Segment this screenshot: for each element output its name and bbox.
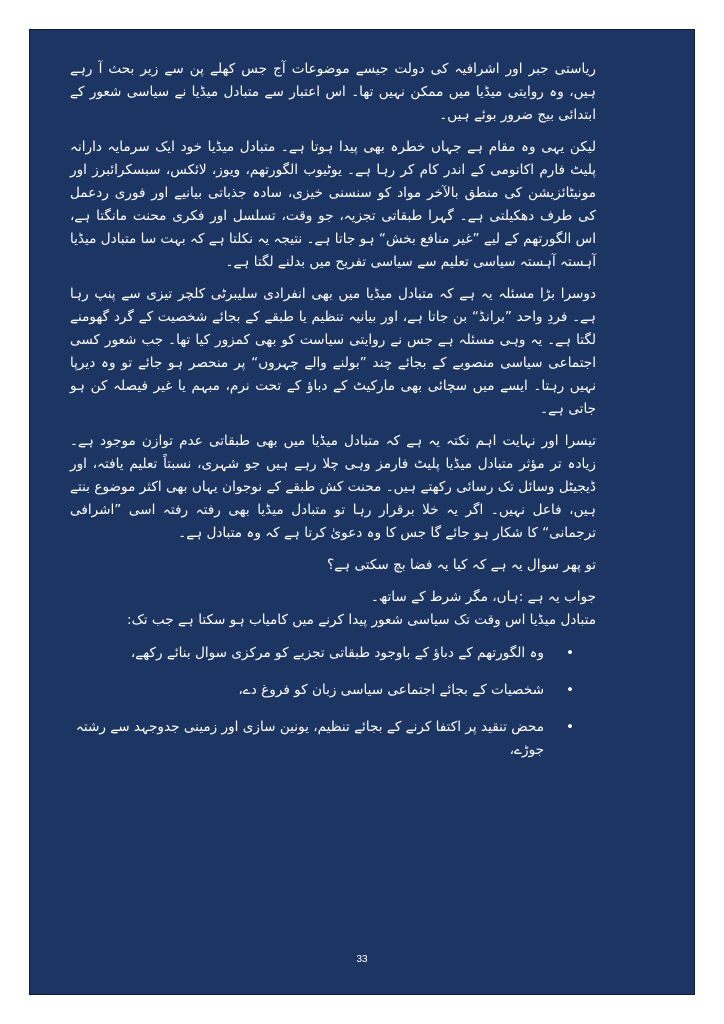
list-item-text: شخصیات کے بجائے اجتماعی سیاسی زبان کو فروغ دے،	[238, 682, 544, 698]
paragraph-2: لیکن یہی وہ مقام ہے جہاں خطرہ بھی پیدا ہوتا ہے۔ متبادل میڈیا خود ایک سرمایہ دارانہ پلیٹ فارم اکانومی کے اندر کام کر رہا ہے۔ یوٹیوب الگورتھم، ویوز، لائکس، سبسکرائبرز اور مونیٹائزیشن کی منطق بالآخر مواد کو سنسنی خیزی، سادہ جذباتی بیانیے اور فوری ردعمل کی طرف دھکیلتی ہے۔ گہرا طبقاتی تجزیہ، جو وقت، تسلسل اور فکری محنت مانگتا ہے، اس الگورتھم کے لیے ”غیر منافع بخش“ ہو جاتا ہے۔ نتیجہ یہ نکلتا ہے کہ بہت سا متبادل میڈیا آہستہ آہستہ سیاسی تعلیم سے سیاسی تفریح میں بدلنے لگتا ہے۔	[70, 139, 596, 270]
bullet-icon: •	[565, 682, 575, 698]
article-body	[70, 58, 596, 776]
answer-line-1: جواب یہ ہے :ہاں، مگر شرط کے ساتھ۔	[370, 589, 596, 605]
paragraph-1: ریاستی جبر اور اشرافیہ کی دولت جیسے موضوعات آج جس کھلے پن سے زیر بحث آ رہے ہیں، وہ روایتی میڈیا میں ممکن نہیں تھا۔ اس اعتبار سے متبادل میڈیا نے سیاسی شعور کے ابتدائی بیج ضرور بوئے ہیں۔	[70, 61, 596, 123]
list-item	[70, 716, 596, 762]
bullet-icon: •	[565, 719, 575, 735]
page-number: 33	[356, 954, 368, 965]
answer-line-2: متبادل میڈیا اس وقت تک سیاسی شعور پیدا کرنے میں کامیاب ہو سکتا ہے جب تک:	[127, 612, 596, 628]
conditions-list	[70, 642, 596, 762]
list-item-text: محض تنقید پر اکتفا کرنے کے بجائے تنظیم، یونین سازی اور زمینی جدوجہد سے رشتہ جوڑے،	[75, 719, 544, 758]
answer-block	[70, 586, 596, 632]
paragraph-3: دوسرا بڑا مسئلہ یہ ہے کہ متبادل میڈیا میں بھی انفرادی سلیبرٹی کلچر تیزی سے پنپ رہا ہے۔ فردِ واحد ”برانڈ“ بن جاتا ہے، اور بیانیہ تنظیم یا طبقے کے بجائے شخصیت کے گرد گھومنے لگتا ہے۔ یہ وہی مسئلہ ہے جس نے روایتی سیاست کو بھی کمزور کیا تھا۔ جب شعور کسی اجتماعی سیاسی منصوبے کے بجائے چند ”بولنے والے چہروں“ پر منحصر ہو جائے تو وہ دیرپا نہیں رہتا۔ ایسے میں سچائی بھی مارکیٹ کے دباؤ کے تحت نرم، مبہم یا غیر فیصلہ کن ہو جاتی ہے۔	[70, 286, 596, 417]
paragraph-4: تیسرا اور نہایت اہم نکتہ یہ ہے کہ متبادل میڈیا میں بھی طبقاتی عدم توازن موجود ہے۔ زیادہ تر مؤثر متبادل میڈیا پلیٹ فارمز وہی چلا رہے ہیں جو شہری، نسبتاً تعلیم یافتہ، اور ڈیجیٹل وسائل تک رسائی رکھتے ہیں۔ محنت کش طبقے کے نوجوان یہاں بھی اکثر موضوع بنتے ہیں، فاعل نہیں۔ اگر یہ خلا برقرار رہا تو متبادل میڈیا بھی رفتہ رفتہ اسی ”اشرافی ترجمانی“ کا شکار ہو جائے گا جس کا وہ دعویٰ کرتا ہے کہ وہ متبادل ہے۔	[70, 433, 596, 541]
list-item	[70, 679, 596, 702]
bullet-icon: •	[565, 645, 575, 661]
question-line: تو پھر سوال یہ ہے کہ کیا یہ فضا بچ سکتی ہے؟	[327, 557, 596, 573]
list-item	[70, 642, 596, 665]
list-item-text: وہ الگورتھم کے دباؤ کے باوجود طبقاتی تجزیے کو مرکزی سوال بنائے رکھے،	[130, 645, 544, 661]
